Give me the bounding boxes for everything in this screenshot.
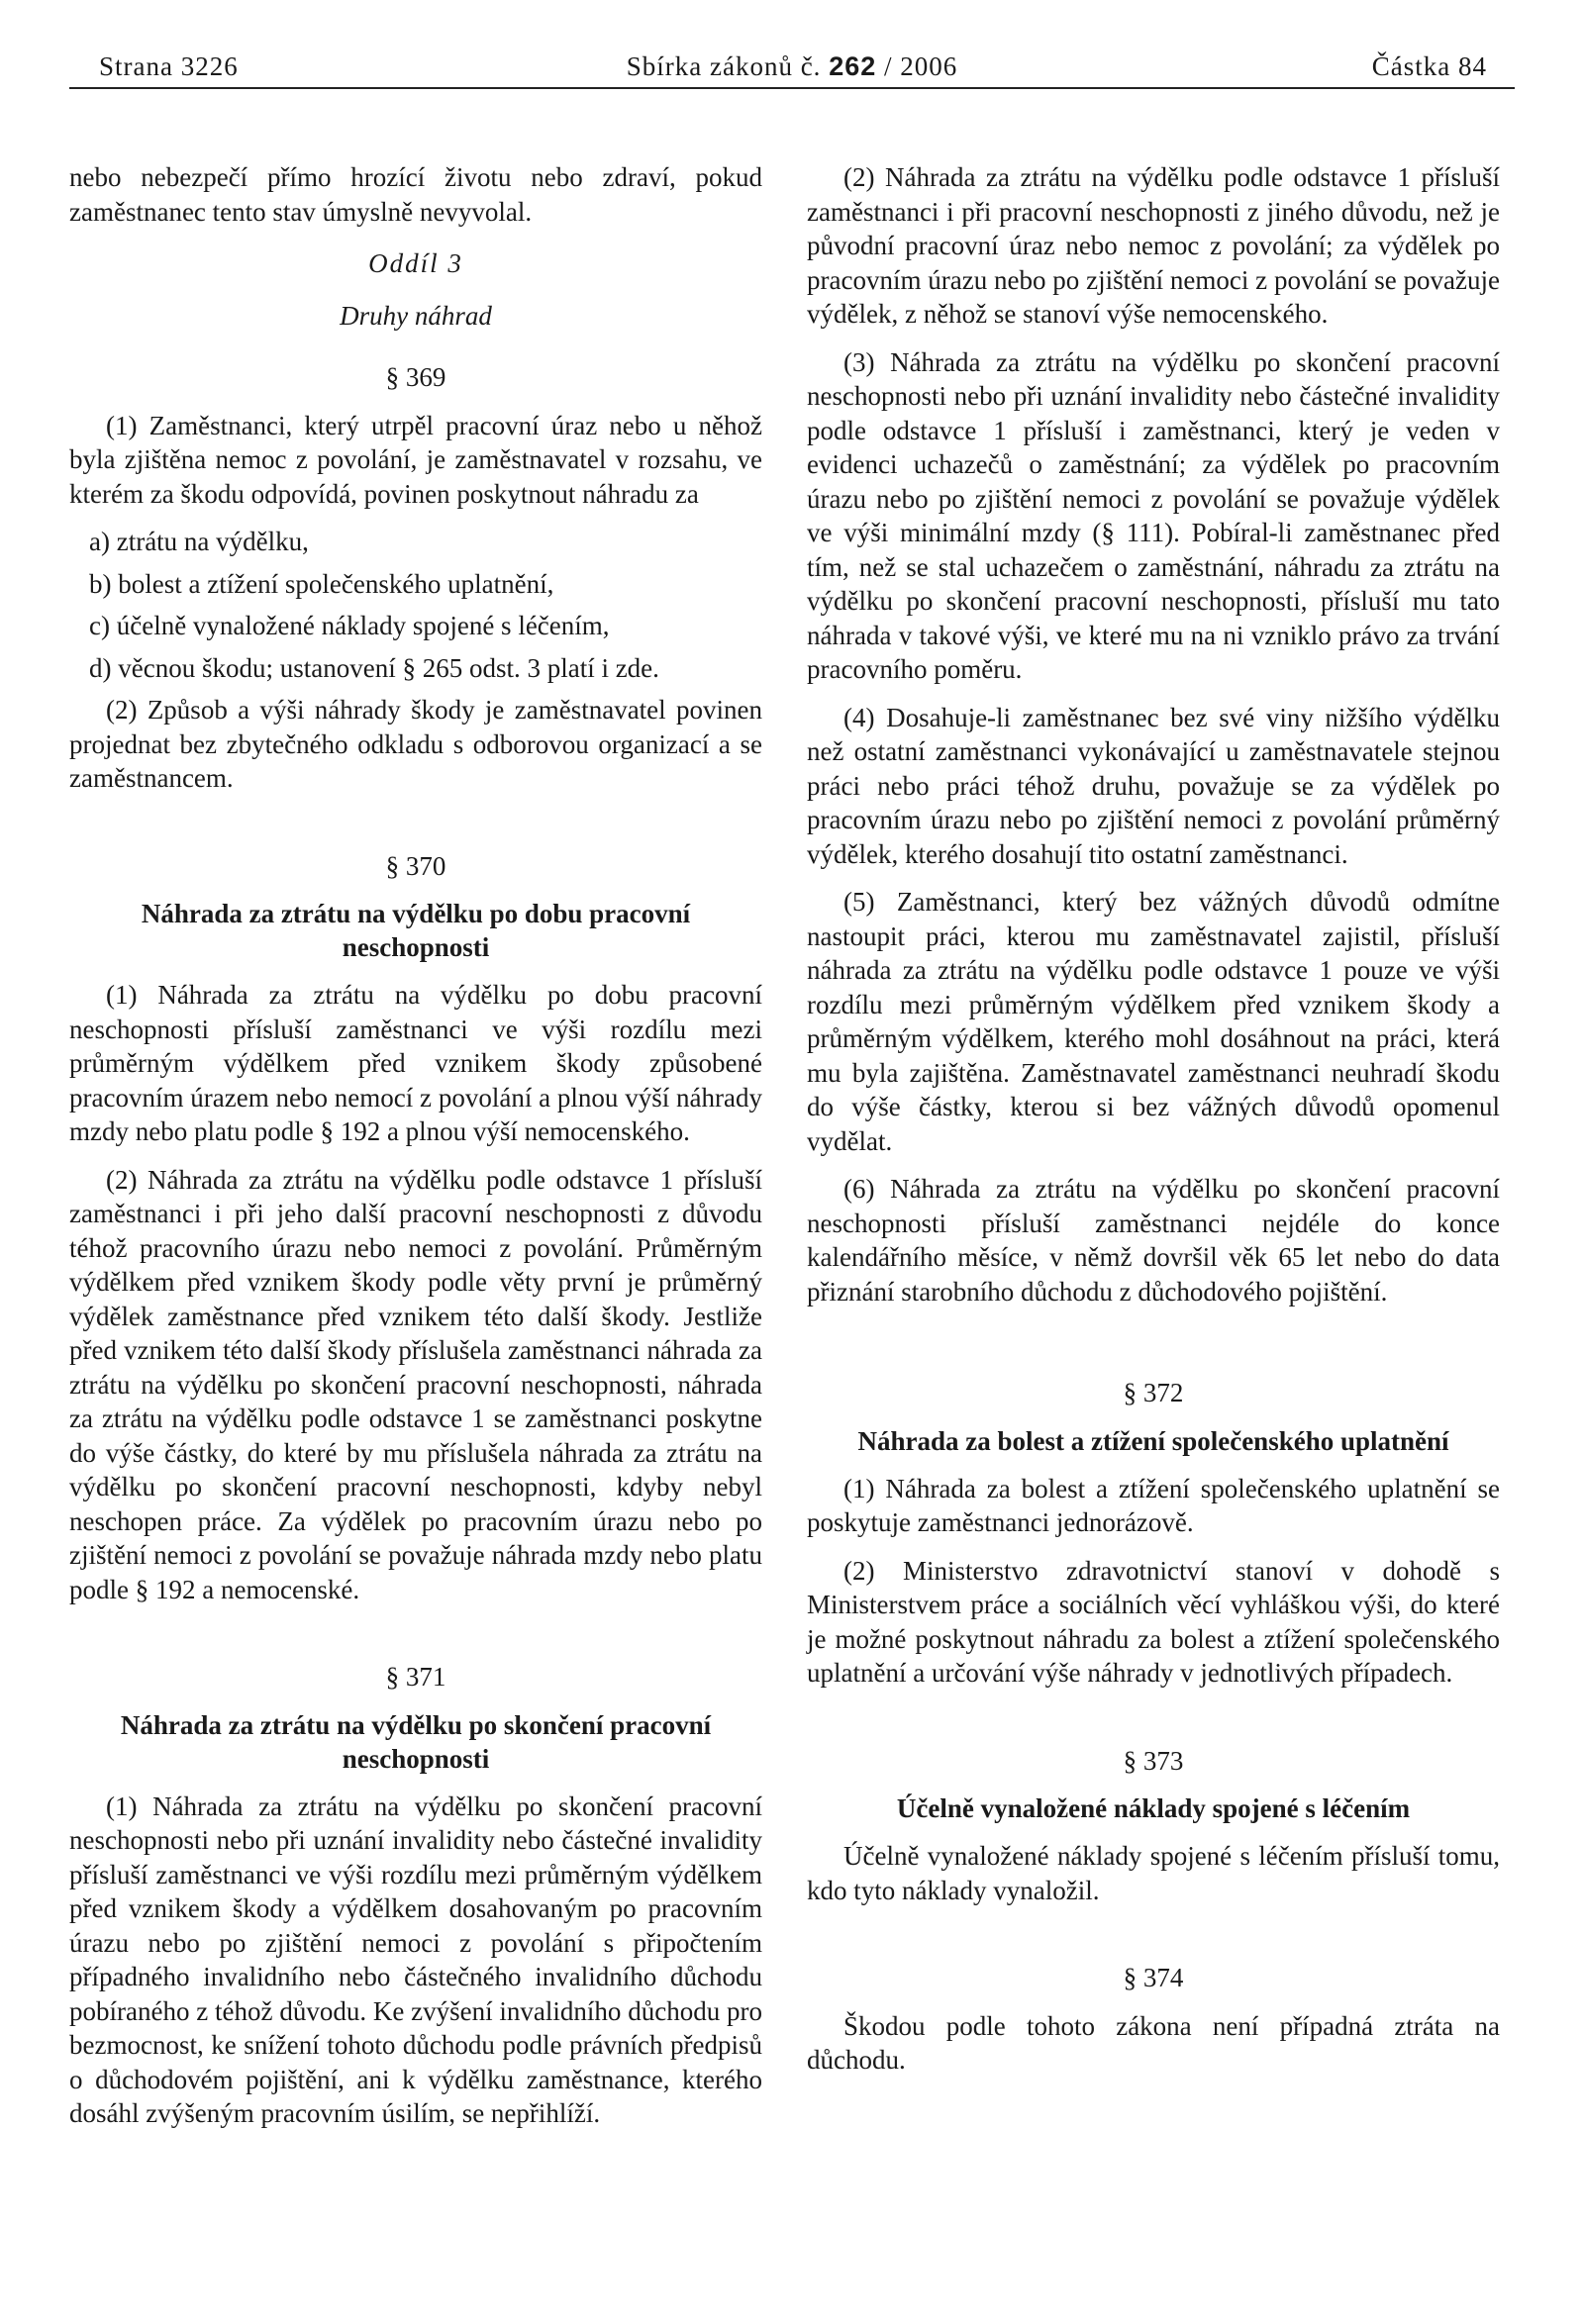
section-371-title: Náhrada za ztrátu na výdělku po skončení pracovní neschopnosti xyxy=(120,1709,712,1774)
section-369-par-1: (1) Zaměstnanci, který utrpěl pracovní úraz nebo u něhož byla zjištěna nemoc z povolání, je zaměstnavatel v rozsahu, ve kterém za škodu odpovídá, povinen poskytnout náhradu za xyxy=(69,410,762,509)
division-title: Druhy náhrad xyxy=(340,300,492,331)
section-374-label: § 374 xyxy=(1123,1963,1184,1992)
section-369-label: § 369 xyxy=(385,362,446,392)
section-372-title: Náhrada za bolest a ztížení společenského uplatnění xyxy=(857,1425,1449,1456)
division-label: Oddíl 3 xyxy=(368,248,463,278)
collection-prefix: Sbírka zákonů č. xyxy=(626,51,822,81)
section-374-par-1: Škodou podle tohoto zákona není případná ztráta na důchodu. xyxy=(807,2010,1500,2075)
paragraph-continuation: nebo nebezpečí přímo hrozící životu nebo zdraví, pokud zaměstnanec tento stav úmyslně nevyvolal. xyxy=(69,162,762,227)
section-373-label: § 373 xyxy=(1123,1745,1184,1776)
list-item: b) bolest a ztížení společenského uplatnění, xyxy=(89,568,554,599)
page-header xyxy=(69,48,1515,89)
section-371-par-5: (5) Zaměstnanci, který bez vážných důvodů odmítne nastoupit práci, kterou mu zaměstnavatel zajistil, přísluší náhrada za ztrátu na výdělku podle odstavce 1 pouze ve výši rozdílu mezi průměrným výdělkem před vznikem škody a průměrným výdělkem, kterého mohl dosáhnout na práci, která mu byla zajištěna. Zaměstnavatel zaměstnanci neuhradí škodu do výše částky, kterou si bez vážných důvodů opomenul vydělat. xyxy=(807,887,1500,1156)
section-371-par-6: (6) Náhrada za ztrátu na výdělku po skončení pracovní neschopnosti přísluší zaměstnanci nejdéle do konce kalendářního měsíce, v němž dovršil věk 65 let nebo do data přiznání starobního důchodu z důchodového pojištění. xyxy=(807,1174,1500,1307)
section-371-par-4: (4) Dosahuje-li zaměstnanec bez své viny nižšího výdělku než ostatní zaměstnanci vykonávající u zaměstnavatele stejnou práci nebo práci téhož druhu, považuje se za výdělek po pracovním úrazu nebo po zjištění nemoci z povolání průměrný výdělek, kterého dosahují tito ostatní zaměstnanci. xyxy=(807,702,1500,869)
page-number: Strana 3226 xyxy=(99,51,239,81)
collection-year: / 2006 xyxy=(884,51,958,81)
section-371-par-2: (2) Náhrada za ztrátu na výdělku podle odstavce 1 přísluší zaměstnanci i při pracovní neschopnosti z jiného důvodu, než je původní pracovní úraz nebo nemoc z povolání; za výdělek po pracovním úrazu nebo po zjištění nemoci z povolání se považuje výdělek, z něhož se stanoví výše nemocenského. xyxy=(807,162,1500,329)
section-373-title: Účelně vynaložené náklady spojené s léčením xyxy=(896,1793,1411,1823)
issue-number: Částka 84 xyxy=(1371,51,1487,81)
list-item: d) věcnou škodu; ustanovení § 265 odst. 3 platí i zde. xyxy=(89,652,659,683)
section-371-par-1: (1) Náhrada za ztrátu na výdělku po skončení pracovní neschopnosti nebo při uznání invalidity nebo částečné invalidity přísluší zaměstnanci ve výši rozdílu mezi průměrným výdělkem před vznikem škody a výdělkem dosahovaným po pracovním úrazu nebo po zjištění nemoci z povolání s připočtením případného invalidního nebo částečného invalidního důchodu pobíraného z téhož důvodu. Ke zvýšení invalidního důchodu pro bezmocnost, ke snížení tohoto důchodu podle právních předpisů o důchodovém pojištění, ani k výdělku zaměstnance, kterého dosáhl zvýšeným pracovním úsilím, se nepřihlíží. xyxy=(69,1791,762,2128)
collection-reference xyxy=(69,51,1515,82)
section-372-par-2: (2) Ministerstvo zdravotnictví stanoví v dohodě s Ministerstvem práce a sociálních věcí vyhláškou výši, do které je možné poskytnout náhradu za bolest a ztížení společenského uplatnění a určování výše náhrady v jednotlivých případech. xyxy=(807,1555,1500,1688)
section-372-par-1: (1) Náhrada za bolest a ztížení společenského uplatnění se poskytuje zaměstnanci jednorázově. xyxy=(807,1473,1500,1537)
section-373-par-1: Účelně vynaložené náklady spojené s léčením přísluší tomu, kdo tyto náklady vynaložil. xyxy=(807,1841,1500,1905)
section-370-par-1: (1) Náhrada za ztrátu na výdělku po dobu pracovní neschopnosti přísluší zaměstnanci ve výši rozdílu mezi průměrným výdělkem před vznikem škody způsobené pracovním úrazem nebo nemocí z povolání a plnou výší náhrady mzdy nebo platu podle § 192 a plnou výší nemocenského. xyxy=(69,980,762,1146)
section-370-par-2: (2) Náhrada za ztrátu na výdělku podle odstavce 1 přísluší zaměstnanci i při jeho další pracovní neschopnosti z důvodu téhož pracovního úrazu nebo nemoci z povolání. Průměrným výdělkem před vznikem škody podle věty první je průměrný výdělek zaměstnance před vznikem této další škody. Jestliže před vznikem této další škody příslušela zaměstnanci náhrada za ztrátu na výdělku po skončení pracovní neschopnosti, náhrada za ztrátu na výdělku podle odstavce 1 se zaměstnanci poskytne do výše částky, do které by mu příslušela náhrada za ztrátu na výdělku po skončení pracovní neschopnosti, kdyby nebyl neschopen práce. Za výdělek po pracovním úrazu nebo po zjištění nemoci z povolání se považuje náhrada mzdy nebo platu podle § 192 a nemocenské. xyxy=(69,1164,762,1604)
left-column xyxy=(69,160,762,2145)
right-column xyxy=(807,160,1500,2091)
section-370-title: Náhrada za ztrátu na výdělku po dobu pracovní neschopnosti xyxy=(141,899,691,962)
section-371-par-3: (3) Náhrada za ztrátu na výdělku po skončení pracovní neschopnosti nebo při uznání invalidity nebo částečné invalidity podle odstavce 1 přísluší i zaměstnanci, který je veden v evidenci uchazečů o zaměstnání; za výdělek po pracovním úrazu nebo po zjištění nemoci z povolání se považuje výdělek ve výši minimální mzdy (§ 111). Pobíral-li zaměstnanec před tím, než se stal uchazečem o zaměstnání, náhradu za ztrátu na výdělku po skončení pracovní neschopnosti, přísluší mu tato náhrada v takové výši, ve které mu na ni vzniklo právo za trvání pracovního poměru. xyxy=(807,346,1500,684)
section-371-label: § 371 xyxy=(385,1662,446,1692)
section-369-list xyxy=(69,525,762,685)
section-372-label: § 372 xyxy=(1123,1378,1184,1407)
list-item: c) účelně vynaložené náklady spojené s léčením, xyxy=(89,611,610,640)
list-item: a) ztrátu na výdělku, xyxy=(89,527,309,556)
section-369-par-2: (2) Způsob a výši náhrady škody je zaměstnavatel povinen projednat bez zbytečného odkladu s odborovou organizací a se zaměstnancem. xyxy=(69,695,762,793)
section-370-label: § 370 xyxy=(385,850,446,881)
law-number: 262 xyxy=(829,51,877,81)
